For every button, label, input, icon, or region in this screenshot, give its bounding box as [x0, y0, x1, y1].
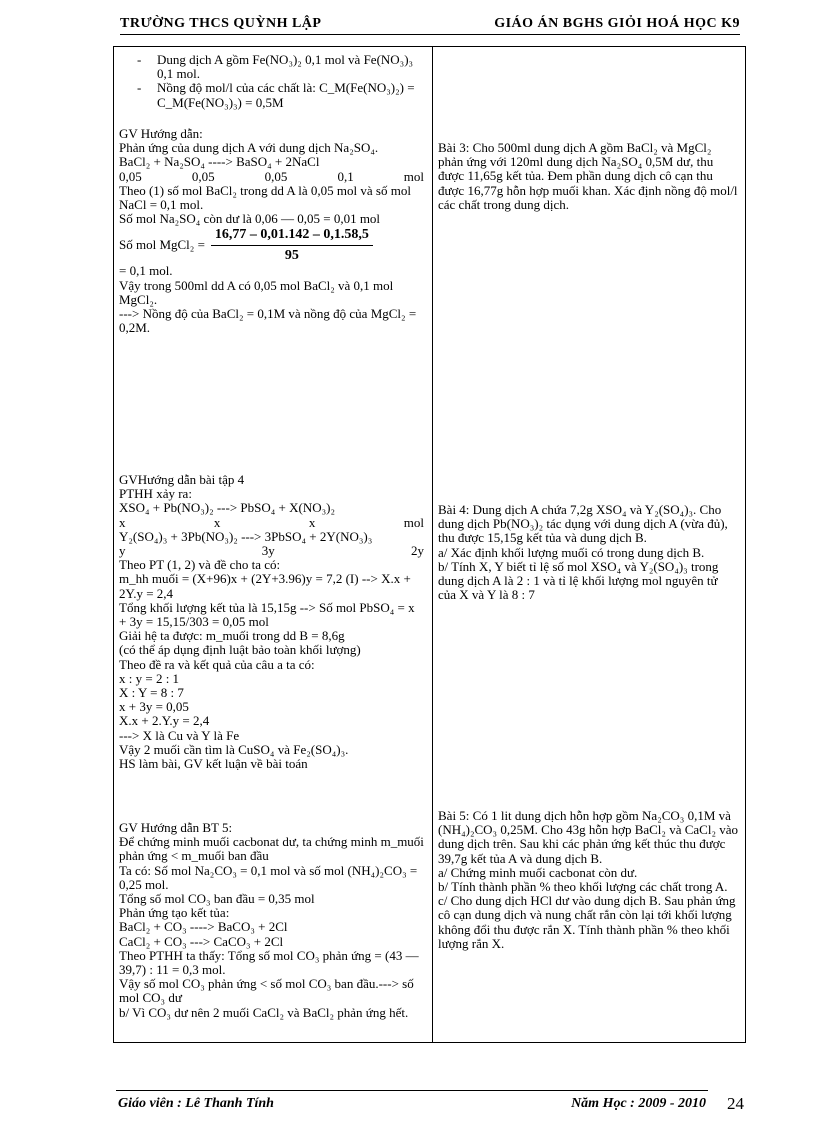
- text-line: Theo đề ra và kết quả của câu a ta có:: [119, 656, 315, 672]
- text-line: Ta có: Số mol Na₂CO₃ = 0,1 mol và số mol (NH₄)₂CO₃ = 0,25 mol.: [119, 862, 418, 892]
- mol-unit: mol: [403, 514, 424, 530]
- school-year: Năm Học : 2009 - 2010: [571, 1096, 706, 1111]
- exercise-text: Bài 4: Dung dịch A chứa 7,2g XSO₄ và Y₂(SO₄)₃. Cho dung dịch Pb(NO₃)₂ tác dụng với dung dịch A (vừa đủ), thu được 15,15g kết tủa và dung dịch B.: [438, 502, 728, 546]
- text-line: Tổng khối lượng kết tủa là 15,15g --> Số mol PbSO₄ = x + 3y = 15,15/303 = 0,05 mol: [119, 599, 415, 630]
- equation-line: BaCl₂ + CO₃ ----> BaCO₃ + 2Cl: [119, 919, 288, 935]
- text-line: Theo PTHH ta thấy: Tổng số mol CO₃ phản ứng = (43 — 39,7) : 11 = 0,3 mol.: [119, 947, 419, 978]
- mol-value: 3y: [261, 543, 275, 559]
- lesson-table: [113, 46, 746, 1043]
- text-line: Theo PT (1, 2) và đề cho ta có:: [119, 557, 281, 573]
- exercise-text: b/ Tính thành phần % theo khối lượng các chất trong A.: [438, 879, 728, 895]
- column-divider: [432, 47, 433, 1042]
- equation-line: Y₂(SO₄)₃ + 3Pb(NO₃)₂ ---> 3PbSO₄ + 2Y(NO₃)₃: [119, 528, 373, 544]
- header-rule: [120, 34, 740, 35]
- text-line: X.x + 2.Y.y = 2,4: [119, 713, 210, 729]
- document-title: GIÁO ÁN BGHS GIỎI HOÁ HỌC K9: [494, 16, 740, 31]
- text-line: Vậy trong 500ml dd A có 0,05 mol BaCl₂ và 0,1 mol MgCl₂.: [119, 277, 394, 307]
- mgcl2-fraction: [119, 226, 424, 264]
- exercise-text: Bài 5: Có 1 lit dung dịch hỗn hợp gồm Na₂CO₃ 0,1M và (NH₄)₂CO₃ 0,25M. Cho 43g hỗn hợp BaCl₂ và CaCl₂ vào dung dịch trên. Sau khi các phản ứng kết thúc thu được 39,7g kết tủa A và dung dịch B.: [438, 808, 738, 866]
- mol-value: 0,05: [264, 168, 288, 184]
- bullet-line: - Nồng độ mol/l của các chất là: C_M(Fe(NO₃)₂) = C_M(Fe(NO₃)₃) = 0,5M: [119, 81, 424, 109]
- equation-line: CaCl₂ + CO₃ ---> CaCO₃ + 2Cl: [119, 933, 284, 949]
- footer-rule: [116, 1090, 708, 1091]
- page-number: 24: [727, 1094, 744, 1113]
- text-line: ---> Nồng độ của BaCl₂ = 0,1M và nồng độ của MgCl₂ = 0,2M.: [119, 306, 417, 336]
- text-line: GV Hướng dẫn BT 5:: [119, 820, 233, 835]
- text-line: b/ Vì CO₃ dư nên 2 muối CaCl₂ và BaCl₂ phản ứng hết.: [119, 1004, 409, 1020]
- exercise-text: a/ Xác định khối lượng muối có trong dung dịch B.: [438, 544, 705, 560]
- school-name: TRƯỜNG THCS QUỲNH LẬP: [120, 16, 322, 31]
- text-line: (có thể áp dụng định luật bảo toàn khối lượng): [119, 642, 361, 658]
- mol-row: [119, 516, 424, 530]
- mol-value: 0,05: [119, 168, 142, 184]
- mol-value: y: [119, 543, 126, 559]
- fraction-label: Số mol MgCl₂ =: [119, 237, 205, 253]
- text-line: x + 3y = 0,05: [119, 699, 189, 715]
- equation-line: BaCl₂ + Na₂SO₄ ----> BaSO₄ + 2NaCl: [119, 154, 320, 170]
- mol-row: [119, 544, 424, 558]
- fraction-numerator: 16,77 – 0,01.142 – 0,1.58,5: [211, 228, 373, 246]
- solution-bai5: [119, 821, 424, 1020]
- text-line: X : Y = 8 : 7: [119, 685, 184, 701]
- mol-value: x: [119, 514, 126, 530]
- solution-bai4: [119, 473, 424, 771]
- text-line: Tổng số mol CO₃ ban đầu = 0,35 mol: [119, 891, 315, 907]
- text-line: Để chứng minh muối cacbonat dư, ta chứng minh m_muối phản ứng < m_muối ban đầu: [119, 834, 424, 864]
- text-line: Vậy 2 muối cần tìm là CuSO₄ và Fe₂(SO₄)₃.: [119, 741, 349, 757]
- text-line: m_hh muối = (X+96)x + (2Y+3.96)y = 7,2 (I) --> X.x + 2Y.y = 2,4: [119, 571, 411, 601]
- text-line: Phản ứng của dung dịch A với dung dịch Na₂SO₄.: [119, 140, 379, 156]
- exercise-text: b/ Tính X, Y biết tỉ lệ số mol XSO₄ và Y₂(SO₄)₃ trong dung dịch A là 2 : 1 và tỉ lệ khối lượng mol nguyên tử của X và Y là 8 : 7: [438, 558, 719, 603]
- mol-value: 0,05: [191, 168, 215, 184]
- text-line: PTHH xảy ra:: [119, 486, 192, 502]
- exercise-text: c/ Cho dung dịch HCl dư vào dung dịch B. Sau phản ứng cô cạn dung dịch và nung chất rắn còn lại tới khối lượng không đổi thu được rắn X. Tính thành phần % theo khối lượng rắn X.: [438, 893, 736, 951]
- text-line: ---> X là Cu và Y là Fe: [119, 727, 240, 743]
- exercise-bai4: [438, 503, 738, 602]
- text-line: Phản ứng tạo kết tủa:: [119, 905, 230, 921]
- text-line: x : y = 2 : 1: [119, 670, 180, 686]
- exercise-bai5: [438, 809, 738, 951]
- solution-bai2-end: [119, 53, 424, 110]
- text-line: Vậy số mol CO₃ phản ứng < số mol CO₃ ban đầu.---> số mol CO₃ dư: [119, 976, 414, 1006]
- text-line: HS làm bài, GV kết luận về bài toán: [119, 756, 308, 772]
- page-header: [120, 16, 740, 34]
- fraction-denominator: 95: [284, 247, 299, 263]
- exercise-text: Bài 3: Cho 500ml dung dịch A gồm BaCl₂ và MgCl₂ phản ứng với 120ml dung dịch Na₂SO₄ 0,5M dư, thu được 11,65g kết tủa. Đem phần dung dịch cô cạn thu được 16,77g hỗn hợp muối khan. Xác định nồng độ mol/l các chất trong dung dịch.: [438, 140, 738, 212]
- bullet-line: - Dung dịch A gồm Fe(NO₃)₂ 0,1 mol và Fe(NO₃)₃ 0,1 mol.: [119, 53, 424, 81]
- text-line: GVHướng dẫn bài tập 4: [119, 472, 245, 487]
- mol-unit: mol: [403, 168, 424, 184]
- text-line: Giải hệ ta được: m_muối trong dd B = 8,6g: [119, 628, 345, 644]
- exercise-bai3: [438, 141, 738, 212]
- mol-value: 0,1: [337, 168, 354, 184]
- teacher-name: Giáo viên : Lê Thanh Tính: [118, 1096, 274, 1111]
- page-footer: [118, 1094, 744, 1116]
- mol-value: x: [308, 514, 316, 530]
- text-line: = 0,1 mol.: [119, 263, 173, 279]
- text-line: GV Hướng dẫn:: [119, 126, 203, 141]
- equation-line: XSO₄ + Pb(NO₃)₂ ---> PbSO₄ + X(NO₃)₂: [119, 500, 336, 516]
- mol-value: 2y: [411, 543, 424, 559]
- exercise-text: a/ Chứng minh muối cacbonat còn dư.: [438, 864, 638, 880]
- mol-value: x: [213, 514, 221, 530]
- text-line: Theo (1) số mol BaCl₂ trong dd A là 0,05 mol và số mol NaCl = 0,1 mol.: [119, 182, 411, 213]
- mol-row: [119, 170, 424, 184]
- solution-bai3: [119, 127, 424, 335]
- fraction: [211, 228, 373, 263]
- text-line: Số mol Na₂SO₄ còn dư là 0,06 — 0,05 = 0,01 mol: [119, 211, 381, 227]
